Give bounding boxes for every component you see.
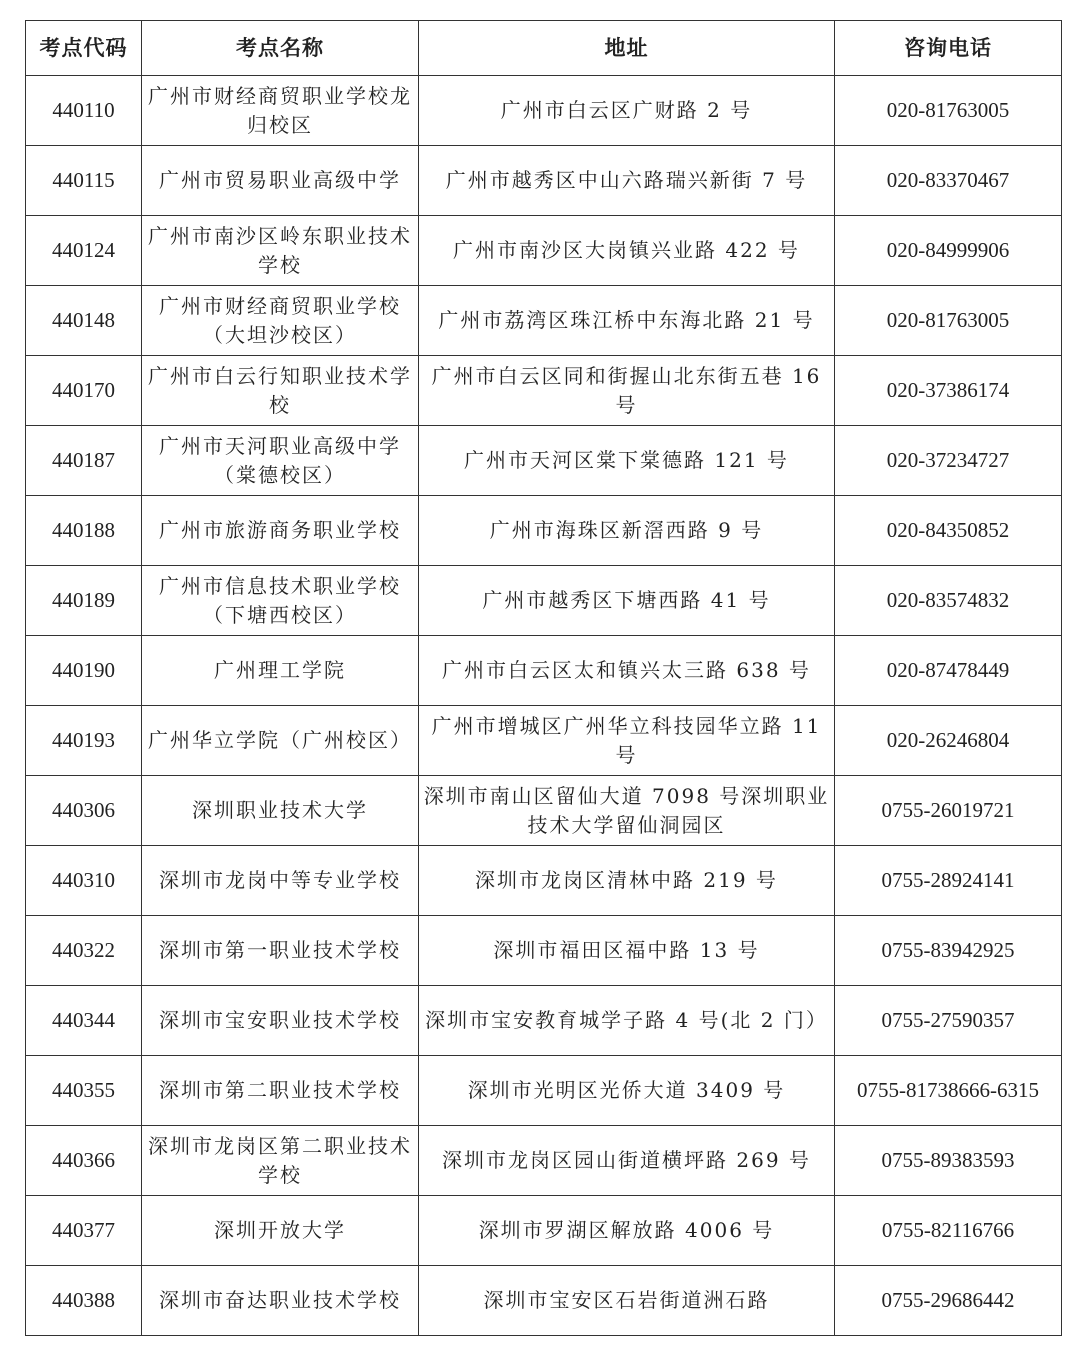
site-address: 广州市荔湾区珠江桥中东海北路 21 号 [419, 286, 835, 356]
table-row [26, 146, 1062, 216]
header-code: 考点代码 [26, 21, 142, 76]
site-code: 440110 [26, 76, 142, 146]
site-phone: 020-26246804 [835, 706, 1062, 776]
table-row [26, 76, 1062, 146]
site-phone: 020-81763005 [835, 76, 1062, 146]
header-name: 考点名称 [142, 21, 419, 76]
site-name: 广州市贸易职业高级中学 [142, 146, 419, 216]
site-name: 深圳市第二职业技术学校 [142, 1056, 419, 1126]
site-name: 广州华立学院（广州校区） [142, 706, 419, 776]
header-phone: 咨询电话 [835, 21, 1062, 76]
site-phone: 020-37234727 [835, 426, 1062, 496]
site-code: 440377 [26, 1196, 142, 1266]
site-address: 广州市白云区太和镇兴太三路 638 号 [419, 636, 835, 706]
site-phone: 020-37386174 [835, 356, 1062, 426]
site-phone: 020-84350852 [835, 496, 1062, 566]
table-row [26, 216, 1062, 286]
site-name: 深圳市奋达职业技术学校 [142, 1266, 419, 1336]
site-phone: 020-83574832 [835, 566, 1062, 636]
site-phone: 0755-83942925 [835, 916, 1062, 986]
site-name: 深圳市龙岗区第二职业技术学校 [142, 1126, 419, 1196]
site-code: 440170 [26, 356, 142, 426]
site-phone: 020-83370467 [835, 146, 1062, 216]
site-code: 440189 [26, 566, 142, 636]
site-phone: 020-87478449 [835, 636, 1062, 706]
table-row [26, 706, 1062, 776]
site-code: 440188 [26, 496, 142, 566]
table-row [26, 1196, 1062, 1266]
table-row [26, 1056, 1062, 1126]
site-address: 深圳市罗湖区解放路 4006 号 [419, 1196, 835, 1266]
site-name: 深圳市宝安职业技术学校 [142, 986, 419, 1056]
site-code: 440187 [26, 426, 142, 496]
site-address: 广州市白云区同和街握山北东街五巷 16 号 [419, 356, 835, 426]
exam-site-table [25, 20, 1062, 1336]
table-row [26, 496, 1062, 566]
site-address: 广州市天河区棠下棠德路 121 号 [419, 426, 835, 496]
site-code: 440322 [26, 916, 142, 986]
site-address: 深圳市龙岗区园山街道横坪路 269 号 [419, 1126, 835, 1196]
table-row [26, 986, 1062, 1056]
table-row [26, 846, 1062, 916]
table-row [26, 356, 1062, 426]
site-address: 深圳市龙岗区清林中路 219 号 [419, 846, 835, 916]
site-name: 广州市财经商贸职业学校龙归校区 [142, 76, 419, 146]
site-address: 广州市增城区广州华立科技园华立路 11 号 [419, 706, 835, 776]
site-name: 广州市天河职业高级中学（棠德校区） [142, 426, 419, 496]
table-row [26, 636, 1062, 706]
site-code: 440344 [26, 986, 142, 1056]
site-name: 广州理工学院 [142, 636, 419, 706]
header-address: 地址 [419, 21, 835, 76]
site-phone: 020-81763005 [835, 286, 1062, 356]
table-row [26, 1266, 1062, 1336]
site-name: 深圳市龙岗中等专业学校 [142, 846, 419, 916]
site-address: 广州市越秀区下塘西路 41 号 [419, 566, 835, 636]
site-address: 深圳市南山区留仙大道 7098 号深圳职业技术大学留仙洞园区 [419, 776, 835, 846]
table-row [26, 286, 1062, 356]
site-code: 440115 [26, 146, 142, 216]
site-name: 广州市信息技术职业学校（下塘西校区） [142, 566, 419, 636]
site-phone: 0755-27590357 [835, 986, 1062, 1056]
site-name: 深圳职业技术大学 [142, 776, 419, 846]
site-phone: 0755-82116766 [835, 1196, 1062, 1266]
site-code: 440310 [26, 846, 142, 916]
site-address: 深圳市光明区光侨大道 3409 号 [419, 1056, 835, 1126]
site-phone: 0755-89383593 [835, 1126, 1062, 1196]
site-code: 440124 [26, 216, 142, 286]
table-row [26, 776, 1062, 846]
site-phone: 0755-28924141 [835, 846, 1062, 916]
site-name: 深圳开放大学 [142, 1196, 419, 1266]
table-header-row [26, 21, 1062, 76]
site-address: 深圳市宝安教育城学子路 4 号(北 2 门） [419, 986, 835, 1056]
site-phone: 020-84999906 [835, 216, 1062, 286]
site-address: 深圳市宝安区石岩街道洲石路 [419, 1266, 835, 1336]
site-name: 广州市财经商贸职业学校（大坦沙校区） [142, 286, 419, 356]
site-phone: 0755-26019721 [835, 776, 1062, 846]
site-address: 广州市白云区广财路 2 号 [419, 76, 835, 146]
site-code: 440148 [26, 286, 142, 356]
site-code: 440190 [26, 636, 142, 706]
site-phone: 0755-29686442 [835, 1266, 1062, 1336]
site-address: 深圳市福田区福中路 13 号 [419, 916, 835, 986]
table-row [26, 916, 1062, 986]
site-address: 广州市越秀区中山六路瑞兴新街 7 号 [419, 146, 835, 216]
site-name: 广州市南沙区岭东职业技术学校 [142, 216, 419, 286]
site-name: 广州市白云行知职业技术学校 [142, 356, 419, 426]
site-code: 440355 [26, 1056, 142, 1126]
site-name: 深圳市第一职业技术学校 [142, 916, 419, 986]
site-code: 440366 [26, 1126, 142, 1196]
table-body [26, 76, 1062, 1336]
site-code: 440388 [26, 1266, 142, 1336]
table-row [26, 566, 1062, 636]
site-address: 广州市海珠区新滘西路 9 号 [419, 496, 835, 566]
site-name: 广州市旅游商务职业学校 [142, 496, 419, 566]
site-phone: 0755-81738666-6315 [835, 1056, 1062, 1126]
table-row [26, 1126, 1062, 1196]
site-code: 440193 [26, 706, 142, 776]
site-address: 广州市南沙区大岗镇兴业路 422 号 [419, 216, 835, 286]
table-row [26, 426, 1062, 496]
site-code: 440306 [26, 776, 142, 846]
